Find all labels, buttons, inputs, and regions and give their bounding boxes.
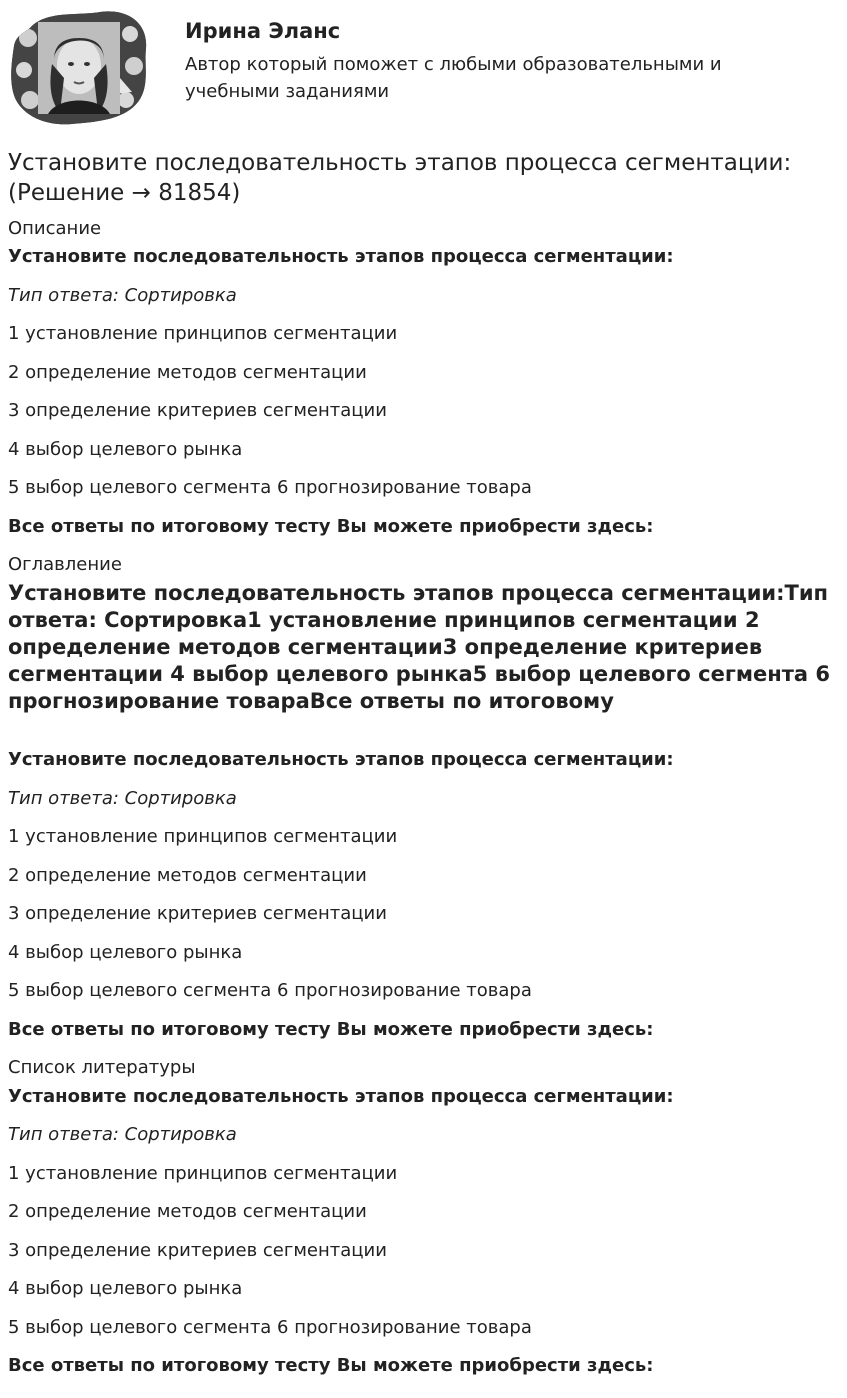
list-item: 3 определение критериев сегментации: [8, 903, 387, 924]
list-item: 2 определение методов сегментации: [8, 362, 367, 383]
answer-type: Тип ответа: Сортировка: [8, 788, 237, 809]
purchase-note: Все ответы по итоговому тесту Вы можете приобрести здесь:: [8, 1019, 654, 1040]
list-item: 2 определение методов сегментации: [8, 865, 367, 886]
author-card: [8, 8, 838, 128]
question-text: Установите последовательность этапов процесса сегментации:: [8, 1086, 674, 1107]
description-label: Описание: [8, 218, 102, 239]
list-item: 5 выбор целевого сегмента 6 прогнозирование товара: [8, 980, 532, 1001]
list-item: 3 определение критериев сегментации: [8, 400, 387, 421]
answer-type: Тип ответа: Сортировка: [8, 285, 237, 306]
list-item: 5 выбор целевого сегмента 6 прогнозирование товара: [8, 477, 532, 498]
answer-type: Тип ответа: Сортировка: [8, 1124, 237, 1145]
list-item: 3 определение критериев сегментации: [8, 1240, 387, 1261]
list-item: 1 установление принципов сегментации: [8, 1163, 398, 1184]
author-description: Автор который поможет с любыми образовательными и учебными заданиями: [185, 54, 722, 102]
list-item: 4 выбор целевого рынка: [8, 942, 243, 963]
list-item: 1 установление принципов сегментации: [8, 826, 398, 847]
question-text: Установите последовательность этапов процесса сегментации:: [8, 749, 674, 770]
page-title: Установите последовательность этапов процесса сегментации: (Решение → 81854): [8, 150, 792, 206]
author-name: Ирина Эланс: [185, 19, 341, 43]
list-item: 4 выбор целевого рынка: [8, 439, 243, 460]
question-text: Установите последовательность этапов процесса сегментации:: [8, 246, 674, 267]
literature-label: Список литературы: [8, 1057, 196, 1078]
list-item: 5 выбор целевого сегмента 6 прогнозирование товара: [8, 1317, 532, 1338]
list-item: 1 установление принципов сегментации: [8, 323, 398, 344]
purchase-note: Все ответы по итоговому тесту Вы можете приобрести здесь:: [8, 516, 654, 537]
purchase-note: Все ответы по итоговому тесту Вы можете приобрести здесь:: [8, 1355, 654, 1376]
toc-label: Оглавление: [8, 554, 122, 575]
list-item: 2 определение методов сегментации: [8, 1201, 367, 1222]
list-item: 4 выбор целевого рынка: [8, 1278, 243, 1299]
author-avatar: [8, 8, 150, 126]
toc-heading: Установите последовательность этапов процесса сегментации:Тип ответа: Сортировка1 установление принципов сегментации 2 определение методов сегментации3 определение критериев сегментации 4 выбор целевого рынка5 выбор целевого сегмента 6 прогнозирование товараВсе ответы по итоговому: [8, 581, 831, 713]
